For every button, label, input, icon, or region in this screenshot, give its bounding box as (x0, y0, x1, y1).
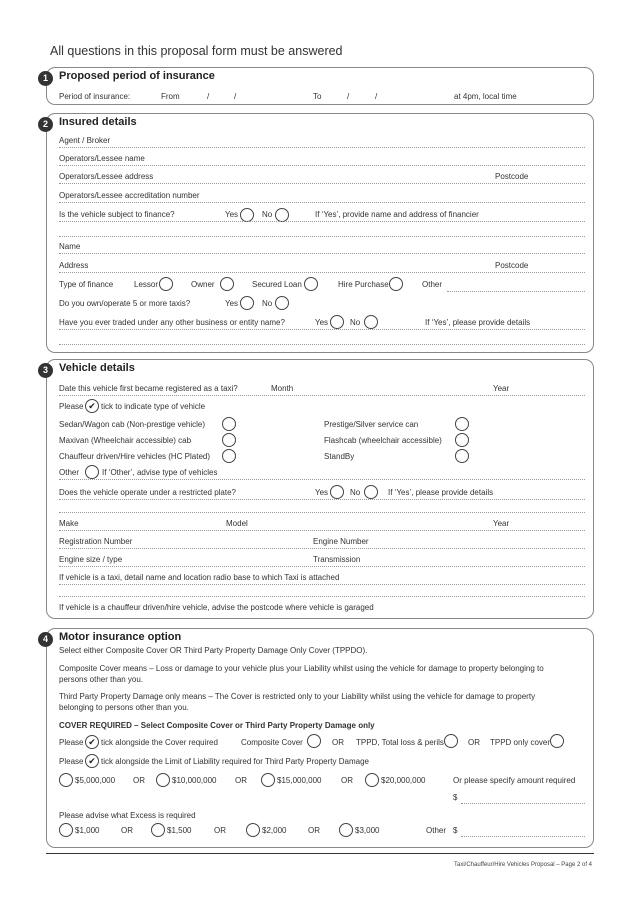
limit-15m-radio[interactable] (261, 773, 275, 787)
financier-name-label: Name (59, 242, 81, 251)
tick-icon: ✔ (85, 399, 99, 413)
reg-question: Date this vehicle first became registered as a taxi? (59, 384, 238, 393)
year-label: Year (493, 384, 510, 393)
limit-20m-label: $20,000,000 (381, 776, 426, 785)
finance-other-field[interactable] (447, 291, 585, 292)
period-label: Period of insurance: (59, 92, 131, 101)
op-name-field[interactable] (59, 165, 585, 166)
excess-1500-label: $1,500 (167, 826, 192, 835)
limit-15m-label: $15,000,000 (277, 776, 322, 785)
own5-yes-radio[interactable] (240, 296, 254, 310)
cover-or-2: OR (468, 738, 480, 747)
taxi-radio-field[interactable] (59, 584, 585, 585)
from-slash-1: / (207, 92, 210, 101)
traded-if-label: If ‘Yes’, please provide details (425, 318, 531, 327)
traded-no-label: No (350, 318, 361, 327)
prestige-radio[interactable] (455, 417, 469, 431)
finance-question: Is the vehicle subject to finance? (59, 210, 175, 219)
from-slash-2: / (234, 92, 237, 101)
chauffeur-label: Chauffeur driven/Hire vehicles (HC Plated) (59, 452, 211, 461)
op-address-field[interactable] (59, 183, 585, 184)
restricted-yes-radio[interactable] (330, 485, 344, 499)
footer-text: Taxi/Chauffeur/Hire Vehicles Proposal – Page 2 of 4 (454, 862, 592, 868)
footer-rule (46, 853, 594, 854)
accred-label: Operators/Lessee accreditation number (59, 191, 200, 200)
agent-field[interactable] (59, 147, 585, 148)
op-name-label: Operators/Lessee name (59, 154, 145, 163)
traded-question: Have you ever traded under any other business or entity name? (59, 318, 285, 327)
taxi-radio-label: If vehicle is a taxi, detail name and location radio base to which Taxi is attached (59, 573, 340, 582)
prestige-label: Prestige/Silver service can (324, 420, 419, 429)
tppd-only-label: TPPD only cover (490, 738, 551, 747)
limit-5m-label: $5,000,000 (75, 776, 116, 785)
flashcab-label: Flashcab (wheelchair accessible) (324, 436, 442, 445)
excess-1000-radio[interactable] (59, 823, 73, 837)
finance-details-field-2[interactable] (59, 236, 585, 237)
own5-question: Do you own/operate 5 or more taxis? (59, 299, 191, 308)
own5-no-label: No (262, 299, 273, 308)
flashcab-radio[interactable] (455, 433, 469, 447)
excess-or-3: OR (308, 826, 320, 835)
specify-amount-field[interactable] (461, 803, 585, 804)
model-label: Model (226, 519, 248, 528)
owner-label: Owner (191, 280, 215, 289)
excess-other-label: Other (426, 826, 447, 835)
section-title: Proposed period of insurance (59, 70, 215, 82)
financier-name-field[interactable] (59, 253, 585, 254)
traded-yes-label: Yes (315, 318, 329, 327)
hire-purchase-label: Hire Purchase (338, 280, 389, 289)
tick-icon: ✔ (85, 754, 99, 768)
other-vehicle-field[interactable] (59, 479, 585, 480)
traded-yes-radio[interactable] (330, 315, 344, 329)
tick-type-label: tick to indicate type of vehicle (101, 402, 206, 411)
sedan-radio[interactable] (222, 417, 236, 431)
section-number: 3 (38, 363, 53, 378)
select-text: Select either Composite Cover OR Third Party Property Damage Only Cover (TPPDO). (59, 646, 368, 655)
secured-loan-radio[interactable] (304, 277, 318, 291)
transmission-label: Transmission (313, 555, 361, 564)
financier-postcode-label: Postcode (495, 261, 529, 270)
finance-details-field[interactable] (59, 221, 585, 222)
excess-other-field[interactable] (461, 836, 585, 837)
tick-icon: ✔ (85, 735, 99, 749)
restricted-if-label: If ‘Yes’, please provide details (388, 488, 494, 497)
finance-yes-radio[interactable] (240, 208, 254, 222)
limit-or-1: OR (133, 776, 145, 785)
please-label: Please (59, 402, 84, 411)
tppd-means-1: Third Party Property Damage only means – The Cover is restricted only to your Liability whilst using the vehicle for damage to property (59, 692, 536, 701)
lessor-label: Lessor (134, 280, 159, 289)
restricted-details-field[interactable] (59, 499, 585, 500)
hire-purchase-radio[interactable] (389, 277, 403, 291)
accred-field[interactable] (59, 202, 585, 203)
make-label: Make (59, 519, 79, 528)
reg-number-label: Registration Number (59, 537, 133, 546)
type-finance-label: Type of finance (59, 280, 114, 289)
maxi-radio[interactable] (222, 433, 236, 447)
tppd-only-radio[interactable] (550, 734, 564, 748)
other-vehicle-radio[interactable] (85, 465, 99, 479)
restricted-no-radio[interactable] (364, 485, 378, 499)
please-cover-label: Please (59, 738, 84, 747)
to-label: To (313, 92, 322, 101)
engine-size-label: Engine size / type (59, 555, 123, 564)
excess-1000-label: $1,000 (75, 826, 100, 835)
page-title: All questions in this proposal form must be answered (50, 44, 343, 58)
please-limit-label: Please (59, 757, 84, 766)
other-vehicle-if: If ‘Other’, advise type of vehicles (102, 468, 218, 477)
restricted-yes-label: Yes (315, 488, 329, 497)
composite-label: Composite Cover (241, 738, 303, 747)
financier-address-field[interactable] (59, 272, 585, 273)
financier-address-label: Address (59, 261, 89, 270)
limit-10m-label: $10,000,000 (172, 776, 217, 785)
finance-if-label: If ‘Yes’, provide name and address of financier (315, 210, 479, 219)
engine-number-label: Engine Number (313, 537, 369, 546)
restricted-question: Does the vehicle operate under a restricted plate? (59, 488, 236, 497)
tick-limit-label: tick alongside the Limit of Liability required for Third Party Property Damage (101, 757, 369, 766)
other-vehicle-label: Other (59, 468, 80, 477)
maxi-label: Maxivan (Wheelchair accessible) cab (59, 436, 192, 445)
section-title: Vehicle details (59, 362, 135, 374)
tppd-means-2: belonging to persons other than you. (59, 703, 189, 712)
limit-or-2: OR (235, 776, 247, 785)
owner-radio[interactable] (220, 277, 234, 291)
finance-other-label: Other (422, 280, 443, 289)
restricted-no-label: No (350, 488, 361, 497)
reg-engine-field[interactable] (59, 548, 585, 549)
chauffeur-radio[interactable] (222, 449, 236, 463)
composite-means-2: persons other than you. (59, 675, 144, 684)
composite-means-1: Composite Cover means – Loss or damage to your vehicle plus your Liability whilst using the vehicle for damage to property belonging to (59, 664, 544, 673)
to-slash-1: / (347, 92, 350, 101)
excess-or-1: OR (121, 826, 133, 835)
lessor-radio[interactable] (159, 277, 173, 291)
restricted-details-field-2[interactable] (59, 512, 585, 513)
excess-3000-radio[interactable] (339, 823, 353, 837)
reg-date-field[interactable] (59, 395, 585, 396)
section-motor (42, 628, 594, 848)
traded-details-field-2[interactable] (59, 344, 585, 345)
excess-3000-label: $3,000 (355, 826, 380, 835)
specify-dollar: $ (453, 793, 458, 802)
finance-no-label: No (262, 210, 273, 219)
own5-no-radio[interactable] (275, 296, 289, 310)
cover-required-heading: COVER REQUIRED – Select Composite Cover or Third Party Property Damage only (59, 721, 375, 730)
section-number: 1 (38, 71, 53, 86)
section-title: Insured details (59, 116, 137, 128)
cover-or-1: OR (332, 738, 344, 747)
standby-radio[interactable] (455, 449, 469, 463)
section-period (42, 67, 594, 105)
sedan-label: Sedan/Wagon cab (Non-prestige vehicle) (59, 420, 206, 429)
specify-label: Or please specify amount required (453, 776, 576, 785)
from-label: From (161, 92, 180, 101)
agent-label: Agent / Broker (59, 136, 111, 145)
excess-1500-radio[interactable] (151, 823, 165, 837)
limit-20m-radio[interactable] (365, 773, 379, 787)
excess-other-dollar: $ (453, 826, 458, 835)
composite-radio[interactable] (307, 734, 321, 748)
section-title: Motor insurance option (59, 631, 182, 643)
taxi-radio-field-2[interactable] (59, 596, 585, 597)
month-label: Month (271, 384, 294, 393)
excess-or-2: OR (214, 826, 226, 835)
standby-label: StandBy (324, 452, 355, 461)
tick-cover-label: tick alongside the Cover required (101, 738, 218, 747)
tppd-fire-label: TPPD, Total loss & perils (356, 738, 444, 747)
traded-no-radio[interactable] (364, 315, 378, 329)
time-label: at 4pm, local time (454, 92, 517, 101)
secured-loan-label: Secured Loan (252, 280, 302, 289)
traded-details-field[interactable] (59, 329, 585, 330)
own5-yes-label: Yes (225, 299, 239, 308)
tppd-fire-radio[interactable] (444, 734, 458, 748)
section-insured (42, 113, 594, 353)
engine-transmission-field[interactable] (59, 566, 585, 567)
vehicle-year-label: Year (493, 519, 510, 528)
limit-5m-radio[interactable] (59, 773, 73, 787)
to-slash-2: / (375, 92, 378, 101)
excess-2000-radio[interactable] (246, 823, 260, 837)
excess-question: Please advise what Excess is required (59, 811, 196, 820)
make-model-field[interactable] (59, 530, 585, 531)
op-address-label: Operators/Lessee address (59, 172, 154, 181)
section-vehicle (42, 359, 594, 619)
excess-2000-label: $2,000 (262, 826, 287, 835)
finance-no-radio[interactable] (275, 208, 289, 222)
postcode-label: Postcode (495, 172, 529, 181)
finance-yes-label: Yes (225, 210, 239, 219)
chauffeur-postcode-label: If vehicle is a chauffeur driven/hire vehicle, advise the postcode where vehicle is garaged (59, 603, 374, 612)
limit-10m-radio[interactable] (156, 773, 170, 787)
section-number: 2 (38, 117, 53, 132)
limit-or-3: OR (341, 776, 353, 785)
section-number: 4 (38, 632, 53, 647)
